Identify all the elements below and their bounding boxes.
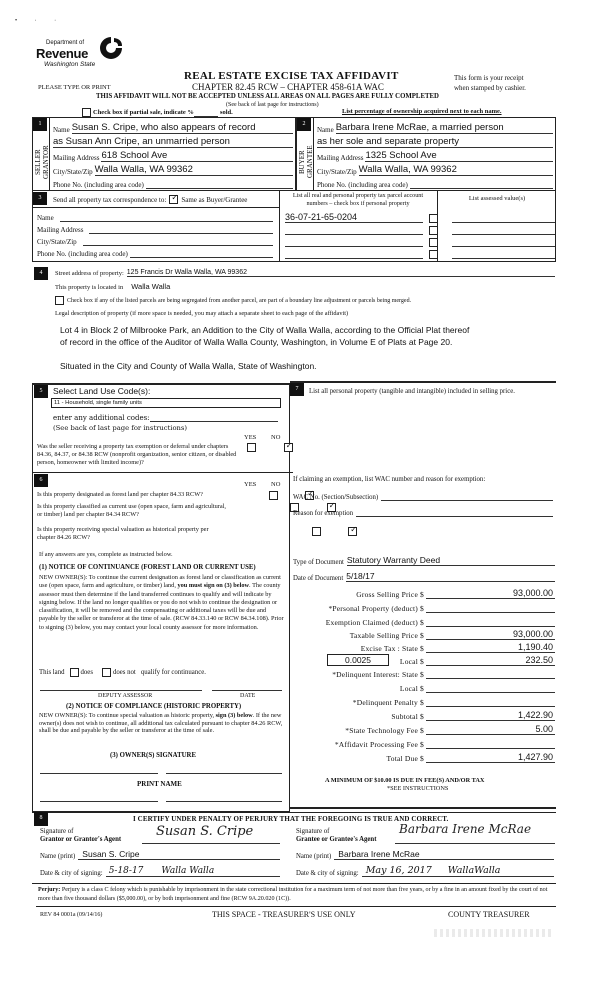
deputy-assessor-label: DEPUTY ASSESSOR	[98, 693, 153, 699]
perjury-notice: Perjury: Perjury is a class C felony which is punishable by imprisonment in the state correctional institution for a maximum term of not more than five years, or by a fine in an amount fixed by the court of not more than five thousand dollars ($5,000.00), or by both imprisonment and fine (RCW 9A.20.020 (1C)).	[38, 887, 548, 902]
send-to-row: Send all property tax correspondence to: ✓ Same as Buyer/Grantee	[53, 195, 247, 204]
dor-logo	[36, 33, 136, 73]
if-yes-note: If any answers are yes, complete as instructed below.	[39, 551, 173, 558]
grantor-signature-field[interactable]: Susan S. Cripe	[142, 824, 280, 844]
date-label: DATE	[240, 693, 256, 699]
located-value[interactable]: Walla Walla	[131, 282, 171, 291]
forest-yes-checkbox[interactable]	[269, 491, 278, 500]
buyer-phone-field[interactable]	[410, 188, 553, 189]
partial-sale-percent-field[interactable]	[194, 109, 218, 117]
personal-property-checkbox[interactable]	[429, 250, 438, 259]
parcel-row	[285, 211, 555, 223]
seller-mailing-field[interactable]: 618 School Ave	[101, 150, 293, 162]
wac-field[interactable]	[381, 500, 553, 501]
taxable-selling-price-field[interactable]: 93,000.00	[426, 629, 555, 640]
buyer-grantee-label: BUYER GRANTEE	[298, 145, 314, 179]
corr-mailing-field[interactable]	[89, 233, 273, 234]
faint-stamp	[434, 929, 554, 937]
doc-date-row: Date of Document 5/18/17	[293, 571, 555, 582]
doc-date-field[interactable]: 5/18/17	[346, 571, 555, 582]
parcel-row	[285, 247, 555, 259]
excise-tax-local-field[interactable]: 232.50	[426, 655, 555, 666]
buyer-name-row-2	[317, 136, 553, 148]
scan-marks: • · ·	[15, 18, 65, 24]
parcel-list	[285, 211, 555, 259]
section-7-number: 7	[290, 383, 304, 396]
buyer-name-field-2[interactable]: as her sole and separate property	[317, 136, 553, 148]
buyer-city-row: City/State/Zip Walla Walla, WA 99362	[317, 164, 553, 176]
section-number: 1	[33, 118, 47, 131]
parcel-header: List all real and personal property tax parcel account numbers – check box if personal property	[292, 192, 424, 207]
amount-row-affidavit-fee: *Affidavit Processing Fee $	[290, 737, 555, 749]
located-row: This property is located in Walla Walla	[55, 282, 171, 291]
notice-compliance-body: NEW OWNER(S): To continue special valuation as historic property, sign (3) below. If the new owner(s) does not wish to continue, all additional tax calculated pursuant to chapter 84.26 RCW, shall be due and payable by the seller or transferor at the time of sale.	[39, 712, 283, 734]
personal-property-checkbox[interactable]	[429, 214, 438, 223]
form-subtitle: CHAPTER 82.45 RCW – CHAPTER 458-61A WAC	[192, 82, 384, 92]
parcel-row	[285, 223, 555, 235]
amount-row-excise-state: Excise Tax : State $ 1,190.40	[360, 642, 553, 653]
seller-phone-field[interactable]	[146, 188, 293, 189]
assessed-header: List assessed value(s)	[468, 195, 526, 202]
delinquent-penalty-field[interactable]	[426, 706, 555, 707]
grantor-date-row: Date & city of signing: 5-18-17 Walla Walla	[40, 864, 280, 877]
seller-name-field[interactable]: Susan S. Cripe, who also appears of record	[72, 122, 293, 134]
exemption-claim-prompt: If claiming an exemption, list WAC number and reason for exemption:	[293, 476, 486, 483]
seller-city-field[interactable]: Walla Walla, WA 99362	[95, 164, 293, 176]
corr-name-row: Name	[37, 211, 273, 222]
state-technology-fee-field[interactable]: 5.00	[426, 724, 555, 735]
street-address-row: Street address of property: 125 Francis Dr Walla Walla, WA 99362	[55, 266, 555, 277]
see-instructions-note: *SEE INSTRUCTIONS	[387, 785, 449, 792]
completion-warning: THIS AFFIDAVIT WILL NOT BE ACCEPTED UNLESS ALL AREAS ON ALL PAGES ARE FULLY COMPLETED	[96, 93, 439, 100]
grantee-name-row: Name (print) Barbara Irene McRae	[296, 848, 554, 860]
doc-type-row: Type of Document Statutory Warranty Deed	[293, 555, 555, 566]
land-use-select[interactable]: 11 - Household, single family units	[51, 398, 281, 408]
dor-swirl-icon	[98, 35, 124, 61]
amount-row-exemption: Exemption Claimed (deduct) $	[290, 615, 555, 627]
additional-codes-row: enter any additional codes:	[53, 411, 278, 422]
parcel-number-field[interactable]	[285, 258, 423, 259]
section-number: 3	[33, 192, 47, 205]
logo-line3: Washington State	[44, 61, 96, 68]
grantee-date-field[interactable]: May 16, 2017 WallaWalla	[362, 865, 554, 877]
segregated-row: Check box if any of the listed parcels are being segregated from another parcel, are part of a boundary line adjustment or parcels being merged.	[55, 296, 411, 305]
print-name-label: PRINT NAME	[137, 780, 182, 788]
buyer-mailing-row: Mailing Address 1325 School Ave	[317, 150, 553, 162]
print-name-line-2[interactable]	[166, 801, 282, 802]
corr-city-field[interactable]	[83, 245, 273, 246]
amount-row-tech-fee: *State Technology Fee $ 5.00	[345, 724, 553, 735]
grantee-name-field[interactable]: Barbara Irene McRae	[334, 849, 554, 860]
grantor-date-field[interactable]: 5-18-17 Walla Walla	[106, 866, 280, 877]
section-3-correspondence	[32, 190, 556, 262]
legal-desc-label: Legal description of property (if more space is needed, you may attach a separate sheet to each page of the affidavit)	[55, 310, 349, 317]
section-4-number: 4	[34, 267, 48, 280]
buyer-city-field[interactable]: Walla Walla, WA 99362	[359, 164, 553, 176]
yes-header-6: YES	[244, 481, 257, 488]
see-back-note: (See back of last page for instructions)	[226, 102, 319, 108]
forest-land-question: Is this property designated as forest land per chapter 84.33 RCW?	[37, 491, 203, 498]
section-number: 2	[297, 118, 311, 131]
yes-header-5: YES	[244, 434, 257, 441]
corr-mailing-row: Mailing Address	[37, 223, 273, 234]
land-use-see-back: (See back of last page for instructions)	[53, 424, 188, 432]
does-checkbox[interactable]	[70, 668, 79, 677]
corr-city-row: City/State/Zip	[37, 235, 273, 246]
excise-tax-state-field[interactable]: 1,190.40	[426, 642, 555, 653]
partial-sale-row	[82, 108, 233, 117]
seller-city-row: City/State/Zip Walla Walla, WA 99362	[53, 164, 293, 176]
logo-line2: Revenue	[36, 46, 89, 61]
parcel-row	[285, 235, 555, 247]
additional-codes-field[interactable]	[150, 421, 278, 422]
personal-property-checkbox[interactable]	[429, 238, 438, 247]
no-header-5: NO	[271, 434, 281, 441]
notice-continuance-body: NEW OWNER(S): To continue the current designation as forest land or classification as current use (open space, farm and agriculture, or timber) land, you must sign on (3) below. The county assessor must then determine if the land transferred continues to qualify and will indicate by signing below. If the land no longer qualifies or you do not wish to continue the designation or classification, it will be removed and the compensating or additional taxes will be due and payable by the seller or transferor at the time of sale. (RCW 84.33.140 or RCW 84.34.108). Prior to signing (3) below, you may contact your local county assessor for more information.	[39, 574, 284, 631]
doc-type-field[interactable]: Statutory Warranty Deed	[347, 555, 555, 566]
personal-property-checkbox[interactable]	[429, 226, 438, 235]
no-header-6: NO	[271, 481, 281, 488]
buyer-name-field[interactable]: Barbara Irene McRae, a married person	[336, 122, 553, 134]
logo-line1: Department of	[46, 40, 85, 46]
deputy-assessor-signature-line[interactable]	[40, 690, 202, 691]
seller-grantor-label: SELLER GRANTOR	[34, 145, 50, 179]
minimum-due-note: A MINIMUM OF $10.00 IS DUE IN FEE(S) AND/OR TAX	[325, 777, 485, 784]
amount-row-subtotal: Subtotal $ 1,422.90	[391, 710, 553, 721]
grantor-name-field[interactable]: Susan S. Cripe	[78, 849, 280, 860]
grantor-sig-label: Signature of Grantor or Grantor's Agent	[40, 828, 122, 843]
wac-row: WAC No. (Section/Subsection)	[293, 490, 553, 501]
street-address-field[interactable]: 125 Francis Dr Walla Walla, WA 99362	[127, 269, 555, 277]
parcel-number-field[interactable]: 36-07-21-65-0204	[285, 212, 423, 223]
continuance-row: This land does does not qualify for continuance.	[39, 669, 206, 676]
form-title: REAL ESTATE EXCISE TAX AFFIDAVIT	[184, 70, 399, 82]
notice-continuance-title: (1) NOTICE OF CONTINUANCE (FOREST LAND OR CURRENT USE)	[39, 564, 256, 571]
amount-row-delinquent-interest-state: *Delinquent Interest: State $	[290, 667, 555, 679]
corr-name-field[interactable]	[60, 221, 273, 222]
receipt-note-1: This form is your receipt	[454, 74, 524, 82]
legal-description[interactable]: Lot 4 in Block 2 of Milbrooke Park, an Addition to the City of Walla Walla, according to the Official Plat thereof of record in the office of the Auditor of Walla Walla County, Washington, in Volume E of Plats at Page 20. Situated in the City and County of Walla Walla, State of Washington.	[60, 325, 470, 371]
form-id: REV 84 0001a (09/14/16)	[40, 912, 103, 918]
assessed-value-field[interactable]	[452, 258, 555, 259]
local-rate-box[interactable]: 0.0025	[327, 654, 389, 666]
county-treasurer-label: COUNTY TREASURER	[448, 910, 530, 919]
please-type: PLEASE TYPE OR PRINT	[38, 84, 111, 91]
grantee-date-row: Date & city of signing: May 16, 2017 WallaWalla	[296, 864, 554, 877]
segregated-checkbox[interactable]	[55, 296, 64, 305]
grantor-name-row: Name (print) Susan S. Cripe	[40, 848, 280, 860]
owner-signature-label: (3) OWNER(S) SIGNATURE	[110, 752, 196, 759]
buyer-name-row: Name Barbara Irene McRae, a married person	[317, 122, 553, 134]
amount-row-delinquent-penalty: *Delinquent Penalty $	[290, 695, 555, 707]
partial-sale-checkbox[interactable]	[82, 108, 91, 117]
affidavit-processing-fee-field[interactable]	[426, 748, 555, 749]
corr-phone-row: Phone No. (including area code)	[37, 247, 273, 258]
assessor-date-line[interactable]	[212, 690, 282, 691]
ownership-note: List percentage of ownership acquired next to each name.	[342, 108, 502, 115]
section-1-seller	[32, 117, 296, 191]
reason-field[interactable]	[356, 516, 553, 517]
certify-statement: I CERTIFY UNDER PENALTY OF PERJURY THAT THE FOREGOING IS TRUE AND CORRECT.	[133, 815, 449, 823]
notice-compliance-title: (2) NOTICE OF COMPLIANCE (HISTORIC PROPERTY)	[66, 703, 242, 710]
land-use-label: Select Land Use Code(s):	[53, 386, 151, 396]
amount-row-delinquent-interest-local: Local $	[290, 681, 555, 693]
historical-question: Is this property receiving special valuation as historical property per chapter 84.26 RCW?	[37, 526, 209, 541]
gross-selling-price-field[interactable]: 93,000.00	[426, 588, 555, 599]
seller-name-field-2[interactable]: as Susan Ann Cripe, an unmarried person	[53, 136, 293, 148]
exemption-yes-checkbox[interactable]	[247, 443, 256, 452]
personal-property-area[interactable]	[306, 412, 546, 462]
partial-sale-label: Check box if partial sale, indicate %	[93, 109, 194, 116]
partial-sale-sold: sold.	[219, 109, 233, 116]
owner-signature-line-2[interactable]	[166, 773, 282, 774]
current-use-question: Is this property classified as current use (open space, farm and agricultural, or timber) land per chapter 84.34 RCW?	[37, 503, 227, 518]
grantee-signature-field[interactable]: Barbara Irene McRae	[395, 822, 555, 844]
subtotal-field[interactable]: 1,422.90	[426, 710, 555, 721]
buyer-phone-row: Phone No. (including area code)	[317, 178, 553, 189]
seller-phone-row: Phone No. (including area code)	[53, 178, 293, 189]
exemption-question: Was the seller receiving a property tax exemption or deferral under chapters 84.36, 84.37, or 84.38 RCW (nonprofit organization, senior citizen, or disabled person, homeowner with limited income)?	[37, 443, 237, 466]
corr-phone-field[interactable]	[130, 257, 273, 258]
buyer-mailing-field[interactable]: 1325 School Ave	[365, 150, 553, 162]
amount-row-personal-property: *Personal Property (deduct) $	[290, 601, 555, 613]
section-2-buyer	[296, 117, 556, 191]
personal-property-deduct-field[interactable]	[426, 612, 555, 613]
amount-row-taxable: Taxable Selling Price $ 93,000.00	[349, 629, 553, 640]
section-6-number: 6	[34, 474, 48, 487]
does-not-checkbox[interactable]	[102, 668, 111, 677]
seller-name-row-2	[53, 136, 293, 148]
reason-row: Reason for exemption	[293, 506, 553, 517]
amount-row-total-due: Total Due $ 1,427.90	[386, 752, 553, 763]
delinquent-interest-state-field[interactable]	[426, 678, 555, 679]
seller-name-row: Name Susan S. Cripe, who also appears of record	[53, 122, 293, 134]
total-due-field[interactable]: 1,427.90	[426, 752, 555, 763]
amount-row-gross: Gross Selling Price $ 93,000.00	[356, 588, 553, 599]
section-5-number: 5	[34, 385, 48, 398]
exemption-deduct-field[interactable]	[426, 626, 555, 627]
amount-row-excise-local: Local $ 232.50	[399, 655, 553, 666]
treasurer-use-label: THIS SPACE - TREASURER'S USE ONLY	[212, 910, 356, 919]
print-name-line-1[interactable]	[40, 801, 158, 802]
same-as-buyer-checkbox[interactable]	[169, 195, 178, 204]
receipt-note-2: when stamped by cashier.	[454, 84, 526, 92]
grantee-sig-label: Signature of Grantee or Grantee's Agent	[296, 828, 377, 843]
personal-property-prompt: List all personal property (tangible and intangible) included in selling price.	[309, 388, 515, 395]
owner-signature-line-1[interactable]	[40, 773, 158, 774]
delinquent-interest-local-field[interactable]	[426, 692, 555, 693]
seller-mailing-row: Mailing Address 618 School Ave	[53, 150, 293, 162]
section-8-number: 8	[34, 812, 48, 826]
